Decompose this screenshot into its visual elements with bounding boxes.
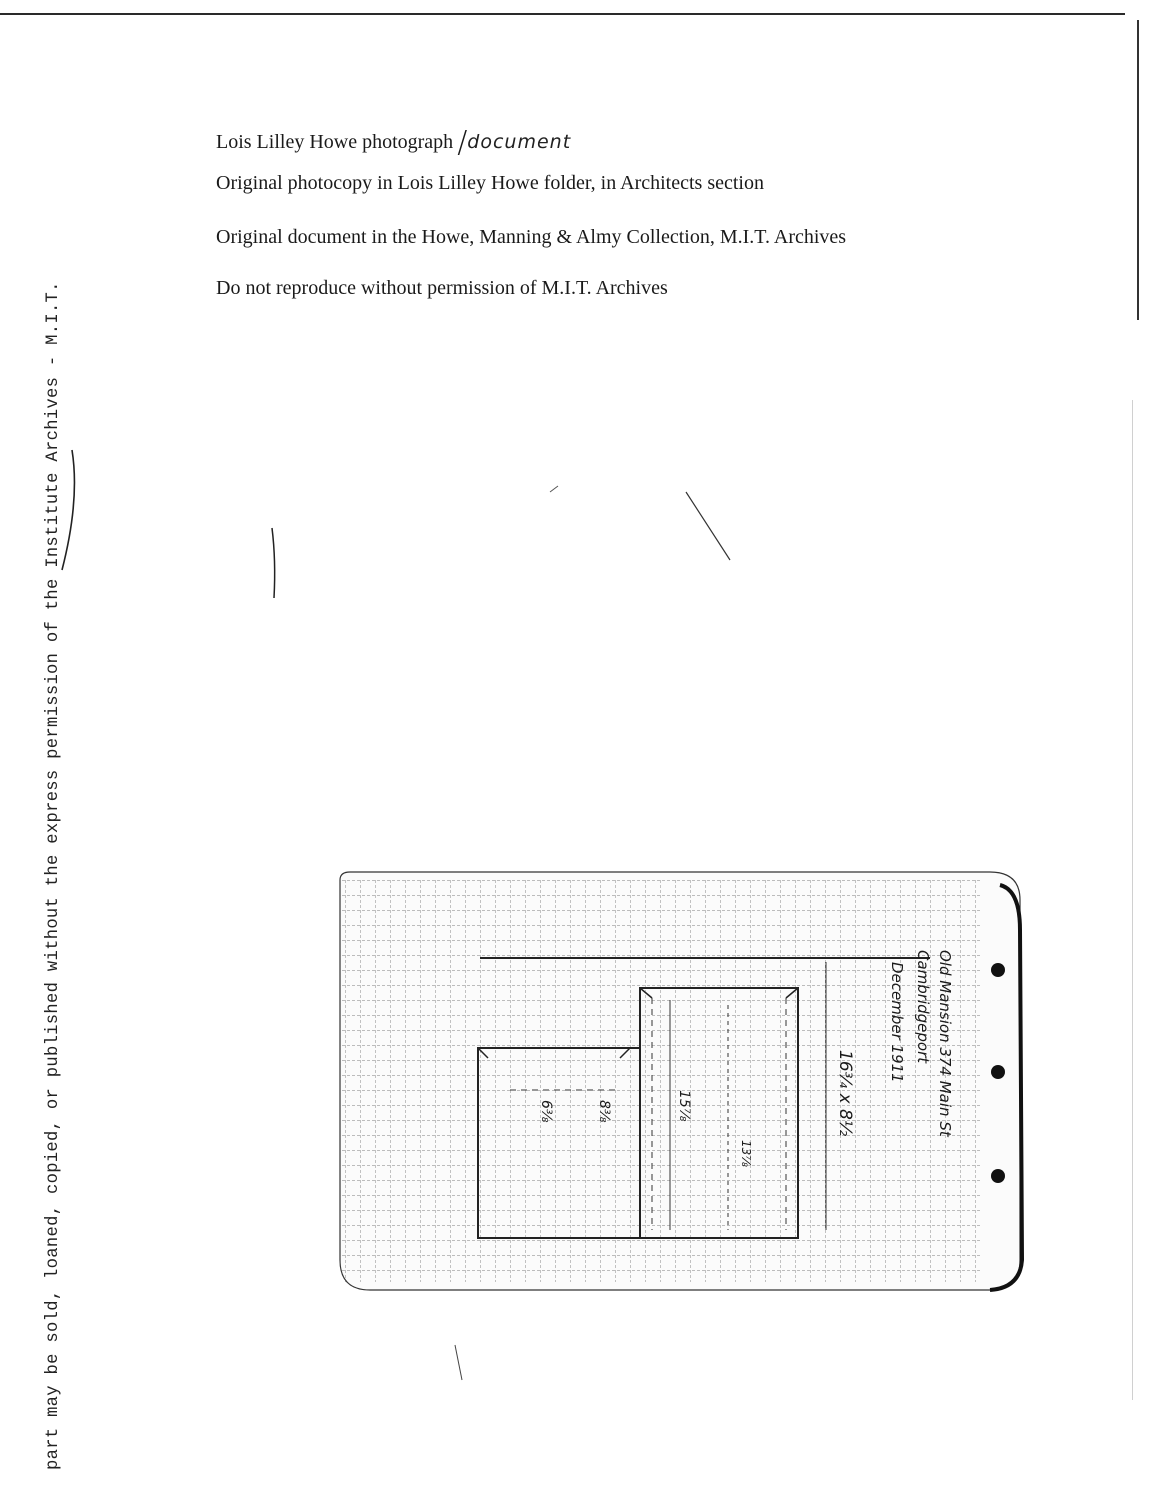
sketch-title-line-2: Cambridgeport [914,950,932,1064]
margin-permission-notice: part may be sold, loaned, copied, or published without the express permission of the Institute Archives - M.I.T. [44,281,63,1470]
sketch-title-line-3: December 1911 [888,962,906,1083]
document-line-original-document: Original document in the Howe, Manning & Almy Collection, M.I.T. Archives [216,226,847,248]
binder-hole [991,1169,1005,1183]
sketch-title-line-1: Old Mansion 374 Main St [936,950,954,1137]
document-line-permission: Do not reproduce without permission of M.I.T. Archives [216,277,668,299]
dimension-label-short-height: 8⅜ [596,1100,612,1123]
binder-hole [991,963,1005,977]
binder-hole [991,1065,1005,1079]
document-line-original-photocopy: Original photocopy in Lois Lilley Howe folder, in Architects section [216,172,764,194]
handwritten-slash: / [457,125,468,160]
dimension-label-short-width: 6⅜ [538,1100,554,1123]
dimension-label-tall-inner: 13⅞ [739,1140,753,1167]
graph-paper-sketch [330,850,1030,1310]
dimension-label-overall: 16¾ x 8½ [835,1050,855,1137]
handwritten-annotation: document [467,131,572,153]
dimension-label-tall-height: 15⅞ [676,1090,692,1122]
document-title-text: Lois Lilley Howe photograph [216,131,454,153]
graph-grid [340,880,980,1282]
